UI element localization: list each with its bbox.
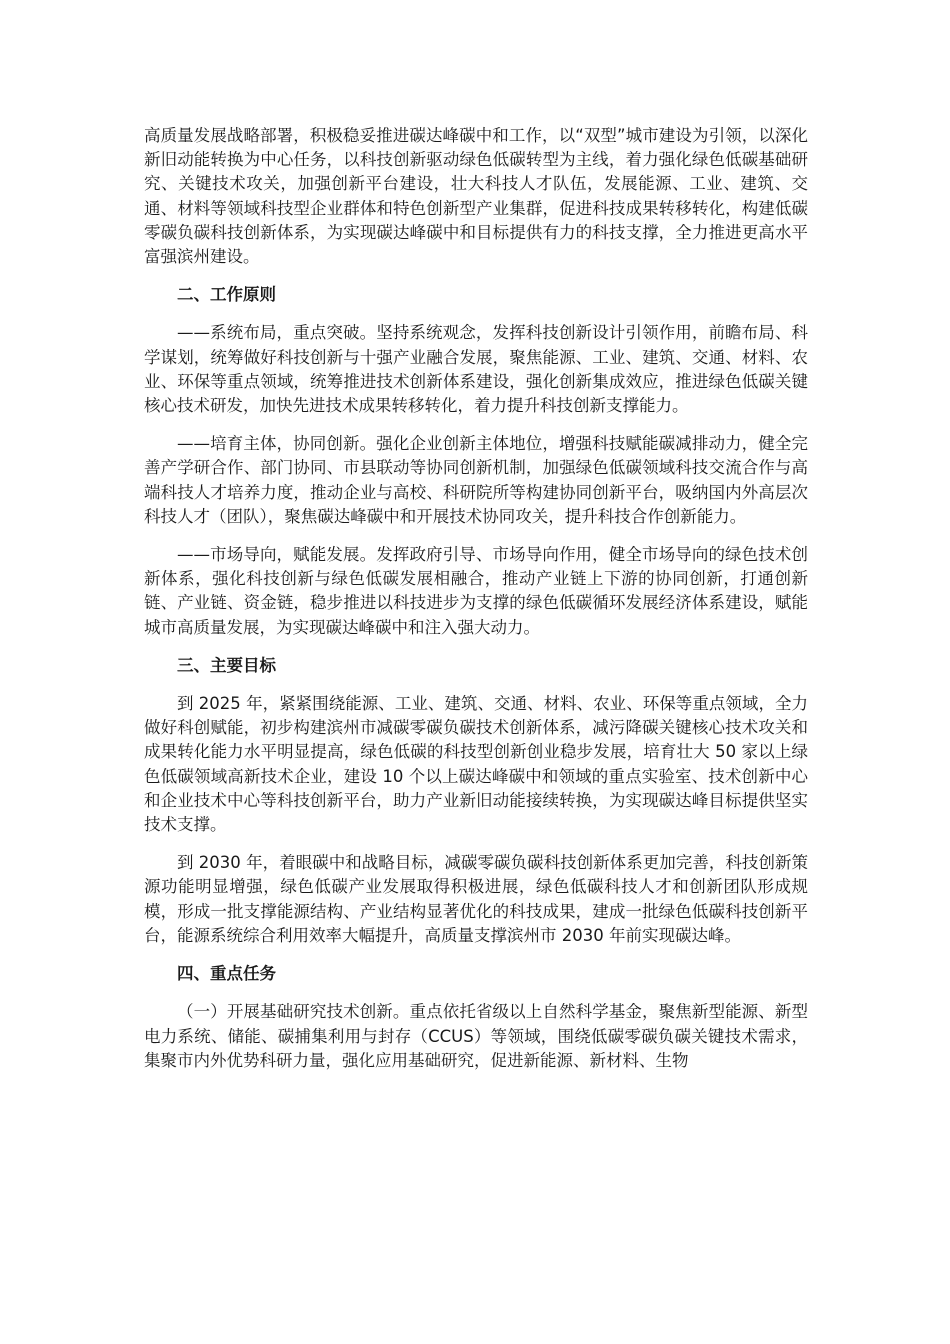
section-heading-main-goals: 三、主要目标: [177, 655, 276, 675]
goal-paragraph-2025: 到 2025 年，紧紧围绕能源、工业、建筑、交通、材料、农业、环保等重点领域，全力做好科创赋能，初步构建滨州市减碳零碳负碳技术创新体系，减污降碳关键核心技术攻关和成果转化能力水平明显提高，绿色低碳的科技型创新创业稳步发展，培育壮大 50 家以上绿色低碳领域高新技术企业，建设 10 个以上碳达峰碳中和领域的重点实验室、技术创新中心和企业技术中心等科技创新平台，助力产业新旧动能接续转换，为实现碳达峰目标提供坚实技术支撑。: [144, 694, 808, 835]
intro-paragraph: 高质量发展战略部署，积极稳妥推进碳达峰碳中和工作，以“双型”城市建设为引领，以深化新旧动能转换为中心任务，以科技创新驱动绿色低碳转型为主线，着力强化绿色低碳基础研究、关键技术攻关，加强创新平台建设，壮大科技人才队伍，发展能源、工业、建筑、交通、材料等领域科技型企业群体和特色创新型产业集群，促进科技成果转移转化，构建低碳零碳负碳科技创新体系，为实现碳达峰碳中和目标提供有力的科技支撑，全力推进更高水平富强滨州建设。: [144, 126, 808, 267]
principle-paragraph-system-layout: ——系统布局，重点突破。坚持系统观念，发挥科技创新设计引领作用，前瞻布局、科学谋划，统筹做好科技创新与十强产业融合发展，聚焦能源、工业、建筑、交通、材料、农业、环保等重点领域，统筹推进技术创新体系建设，强化创新集成效应，推进绿色低碳关键核心技术研发，加快先进技术成果转移转化，着力提升科技创新支撑能力。: [144, 323, 808, 416]
section-heading-key-tasks: 四、重点任务: [177, 964, 276, 984]
goal-paragraph-2030: 到 2030 年，着眼碳中和战略目标，减碳零碳负碳科技创新体系更加完善，科技创新策源功能明显增强，绿色低碳产业发展取得积极进展，绿色低碳科技人才和创新团队形成规模，形成一批支撑能源结构、产业结构显著优化的科技成果，建成一批绿色低碳科技创新平台，能源系统综合利用效率大幅提升，高质量支撑滨州市 2030 年前实现碳达峰。: [144, 853, 808, 945]
task-paragraph-basic-research: （一）开展基础研究技术创新。重点依托省级以上自然科学基金，聚焦新型能源、新型电力系统、储能、碳捕集利用与封存（CCUS）等领域，围绕低碳零碳负碳关键技术需求，集聚市内外优势科研力量，强化应用基础研究，促进新能源、新材料、生物: [144, 1002, 808, 1070]
section-heading-work-principles: 二、工作原则: [177, 285, 276, 305]
principle-paragraph-market-oriented: ——市场导向，赋能发展。发挥政府引导、市场导向作用，健全市场导向的绿色技术创新体系，强化科技创新与绿色低碳发展相融合，推动产业链上下游的协同创新，打通创新链、产业链、资金链，稳步推进以科技进步为支撑的绿色低碳循环发展经济体系建设，赋能城市高质量发展，为实现碳达峰碳中和注入强大动力。: [144, 545, 808, 637]
principle-paragraph-cultivate-subjects: ——培育主体，协同创新。强化企业创新主体地位，增强科技赋能碳减排动力，健全完善产学研合作、部门协同、市县联动等协同创新机制，加强绿色低碳领域科技交流合作与高端科技人才培养力度，推动企业与高校、科研院所等构建协同创新平台，吸纳国内外高层次科技人才（团队），聚焦碳达峰碳中和开展技术协同攻关，提升科技合作创新能力。: [144, 434, 808, 526]
document-page: [144, 124, 808, 1087]
